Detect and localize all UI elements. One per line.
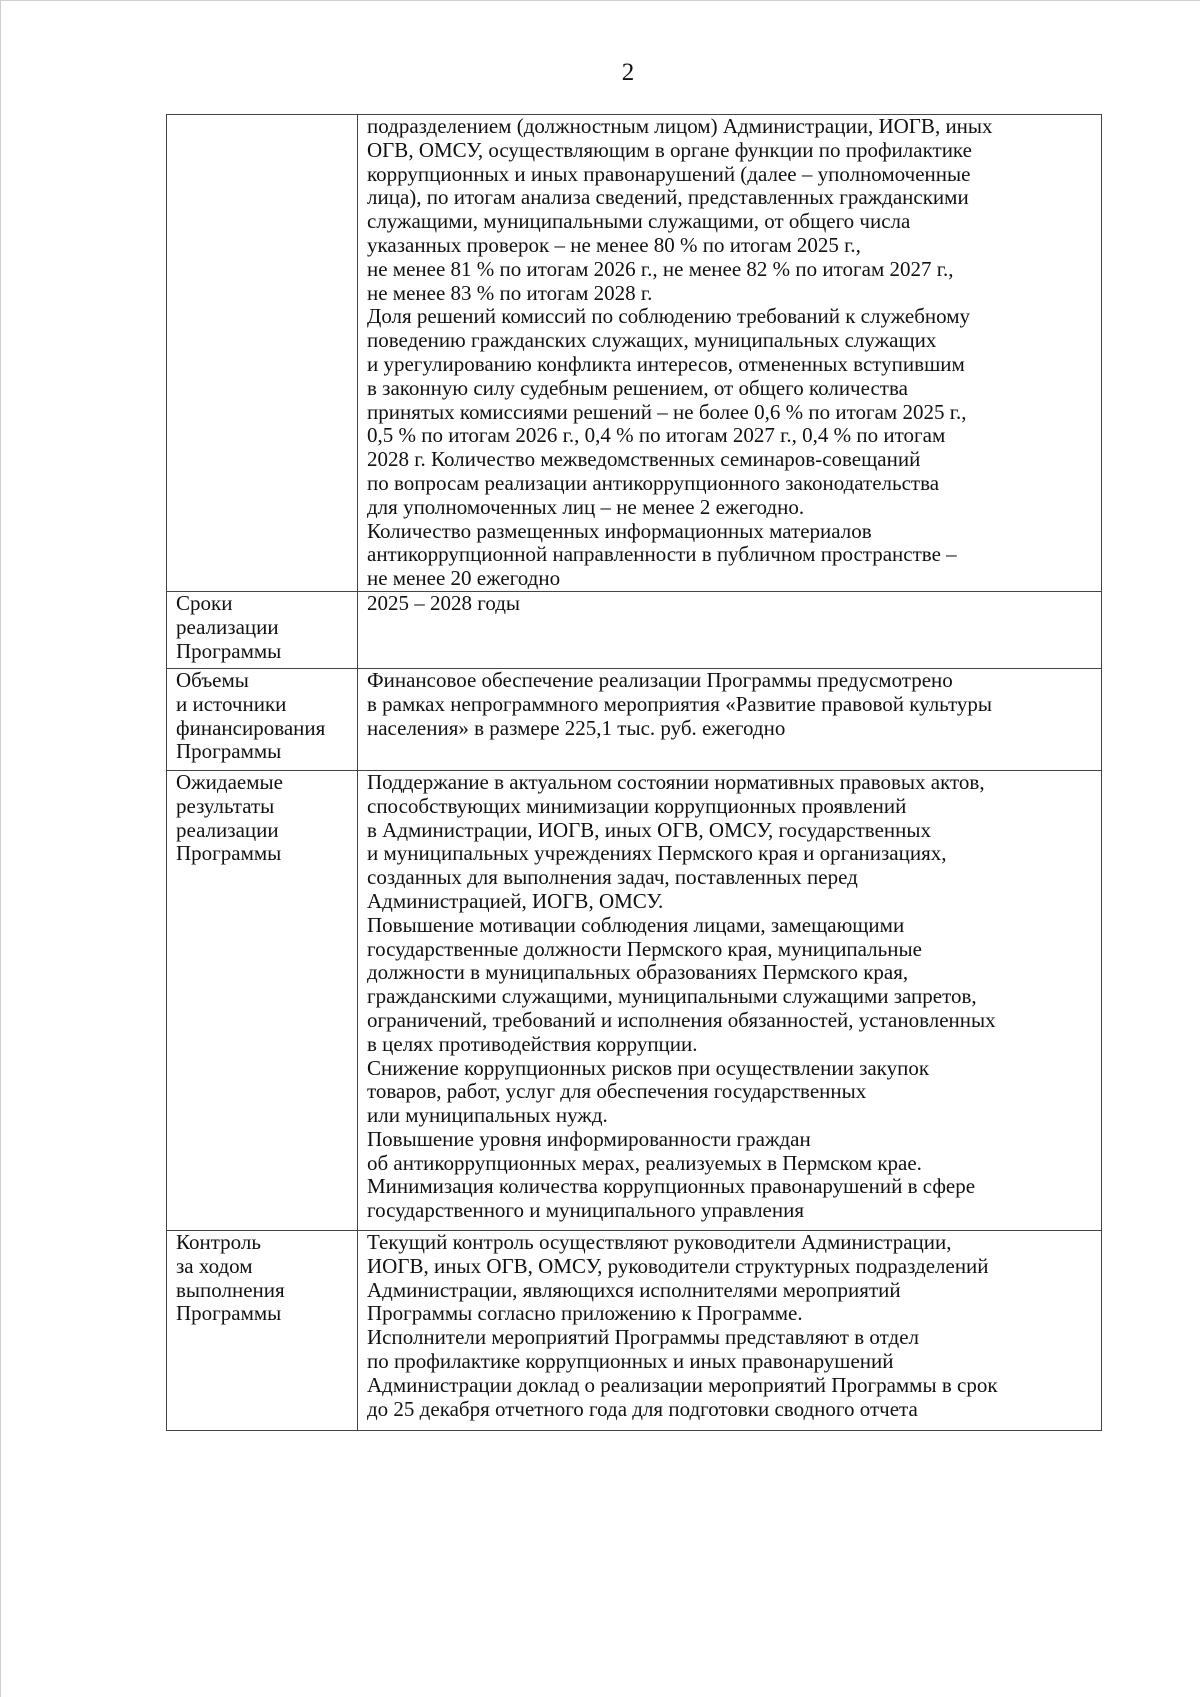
row-content-line: или муниципальных нужд. xyxy=(367,1103,608,1128)
row-label-line: реализации xyxy=(176,614,279,639)
row-content-line: в рамках непрограммного мероприятия «Развитие правовой культуры xyxy=(367,691,992,716)
row-content-line: Снижение коррупционных рисков при осуществлении закупок xyxy=(367,1055,930,1080)
row-content-line: Администрацией, ИОГВ, ОМСУ. xyxy=(367,888,664,913)
row-content-line: способствующих минимизации коррупционных проявлений xyxy=(367,793,907,818)
row-content-line: 0,5 % по итогам 2026 г., 0,4 % по итогам 2027 г., 0,4 % по итогам xyxy=(367,423,946,448)
row-content-line: государственного и муниципального управления xyxy=(367,1198,805,1223)
row-label-line: и источники xyxy=(176,691,287,716)
row-content-line: ИОГВ, иных ОГВ, ОМСУ, руководители структурных подразделений xyxy=(367,1253,989,1278)
row-content-line: Доля решений комиссий по соблюдению требований к служебному xyxy=(367,304,971,329)
row-label-line: финансирования xyxy=(176,715,326,740)
row-content-line: принятых комиссиями решений – не более 0,6 % по итогам 2025 г., xyxy=(367,399,967,424)
row-content-line: коррупционных и иных правонарушений (далее – уполномоченные xyxy=(367,161,971,186)
row-content-line: Количество размещенных информационных материалов xyxy=(367,518,872,543)
row-content-line: и муниципальных учреждениях Пермского края и организациях, xyxy=(367,841,947,866)
row-label-line: Программы xyxy=(176,739,282,764)
row-content-line: антикоррупционной направленности в публичном пространстве – xyxy=(367,542,957,567)
row-content-line: в целях противодействия коррупции. xyxy=(367,1031,698,1056)
row-content-line: служащими, муниципальными служащими, от общего числа xyxy=(367,209,911,234)
row-content-line: для уполномоченных лиц – не менее 2 ежегодно. xyxy=(367,494,805,519)
row-content-line: в законную силу судебным решением, от общего количества xyxy=(367,375,908,400)
scan-edge-top xyxy=(0,0,1200,1)
row-content-cell xyxy=(358,668,1102,770)
row-label-line: результаты xyxy=(176,793,275,818)
row-content-line: 2025 – 2028 годы xyxy=(367,590,521,615)
row-label-line: Объемы xyxy=(176,667,249,692)
row-content-line: 2028 г. Количество межведомственных семинаров-совещаний xyxy=(367,447,921,472)
row-label-line: Программы xyxy=(176,1301,282,1326)
row-content-line: должности в муниципальных образованиях Пермского края, xyxy=(367,960,909,985)
row-content-line: по вопросам реализации антикоррупционного законодательства xyxy=(367,470,940,495)
row-content-line: товаров, работ, услуг для обеспечения государственных xyxy=(367,1079,867,1104)
program-passport-table xyxy=(166,114,1102,1431)
row-content-line: и урегулированию конфликта интересов, отмененных вступившим xyxy=(367,351,965,376)
table-body xyxy=(167,115,1102,1431)
row-label-line: Программы xyxy=(176,638,282,663)
row-content-line: Повышение уровня информированности граждан xyxy=(367,1126,811,1151)
table-row xyxy=(167,668,1102,770)
row-label-line: Ожидаемые xyxy=(176,769,283,794)
row-content-cell xyxy=(358,115,1102,592)
row-content-line: созданных для выполнения задач, поставленных перед xyxy=(367,865,858,890)
row-content-line: Программы согласно приложению к Программе. xyxy=(367,1301,803,1326)
row-content-cell xyxy=(358,591,1102,668)
row-label-cell xyxy=(167,591,358,668)
row-label-cell xyxy=(167,770,358,1230)
scan-edge-left xyxy=(0,0,1,1697)
row-content-line: населения» в размере 225,1 тыс. руб. ежегодно xyxy=(367,715,786,740)
row-content-line: указанных проверок – не менее 80 % по итогам 2025 г., xyxy=(367,232,861,257)
table-row xyxy=(167,115,1102,592)
table-row xyxy=(167,591,1102,668)
row-content-line: не менее 20 ежегодно xyxy=(367,566,561,591)
row-content-line: Администрации доклад о реализации мероприятий Программы в срок xyxy=(367,1372,998,1397)
row-content-line: до 25 декабря отчетного года для подготовки сводного отчета xyxy=(367,1396,918,1421)
row-content-line: Исполнители мероприятий Программы представляют в отдел xyxy=(367,1325,919,1350)
row-label-line: Сроки xyxy=(176,590,233,615)
row-content-line: гражданскими служащими, муниципальными служащими запретов, xyxy=(367,984,977,1009)
row-content-line: подразделением (должностным лицом) Администрации, ИОГВ, иных xyxy=(367,114,993,138)
row-content-line: Текущий контроль осуществляют руководители Администрации, xyxy=(367,1229,952,1254)
row-content-line: поведению гражданских служащих, муниципальных служащих xyxy=(367,328,937,353)
row-label-cell xyxy=(167,668,358,770)
row-content-line: Поддержание в актуальном состоянии нормативных правовых актов, xyxy=(367,769,985,794)
row-content-line: по профилактике коррупционных и иных правонарушений xyxy=(367,1348,894,1373)
row-label-line: Контроль xyxy=(176,1229,261,1254)
row-label-cell xyxy=(167,1230,358,1430)
row-label-line: реализации xyxy=(176,817,279,842)
row-label-line: выполнения xyxy=(176,1277,285,1302)
row-label-line: за ходом xyxy=(176,1253,253,1278)
row-content-line: об антикоррупционных мерах, реализуемых в Пермском крае. xyxy=(367,1150,922,1175)
row-content-line: не менее 83 % по итогам 2028 г. xyxy=(367,280,653,305)
row-content-line: Минимизация количества коррупционных правонарушений в сфере xyxy=(367,1174,976,1199)
row-content-cell xyxy=(358,1230,1102,1430)
table-row xyxy=(167,770,1102,1230)
row-content-line: лица), по итогам анализа сведений, представленных гражданскими xyxy=(367,185,969,210)
row-content-line: Финансовое обеспечение реализации Программы предусмотрено xyxy=(367,667,953,692)
table-row xyxy=(167,1230,1102,1430)
page-number: 2 xyxy=(621,59,635,86)
row-content-cell xyxy=(358,770,1102,1230)
row-content-line: не менее 81 % по итогам 2026 г., не менее 82 % по итогам 2027 г., xyxy=(367,256,954,281)
row-content-line: Повышение мотивации соблюдения лицами, замещающими xyxy=(367,912,905,937)
row-label-line: Программы xyxy=(176,841,282,866)
row-content-line: Администрации, являющихся исполнителями мероприятий xyxy=(367,1277,901,1302)
row-label-cell xyxy=(167,115,358,592)
row-content-line: государственные должности Пермского края, муниципальные xyxy=(367,936,922,961)
row-content-line: ОГВ, ОМСУ, осуществляющим в органе функции по профилактике xyxy=(367,137,972,162)
row-content-line: в Администрации, ИОГВ, иных ОГВ, ОМСУ, государственных xyxy=(367,817,931,842)
row-content-line: ограничений, требований и исполнения обязанностей, установленных xyxy=(367,1007,996,1032)
